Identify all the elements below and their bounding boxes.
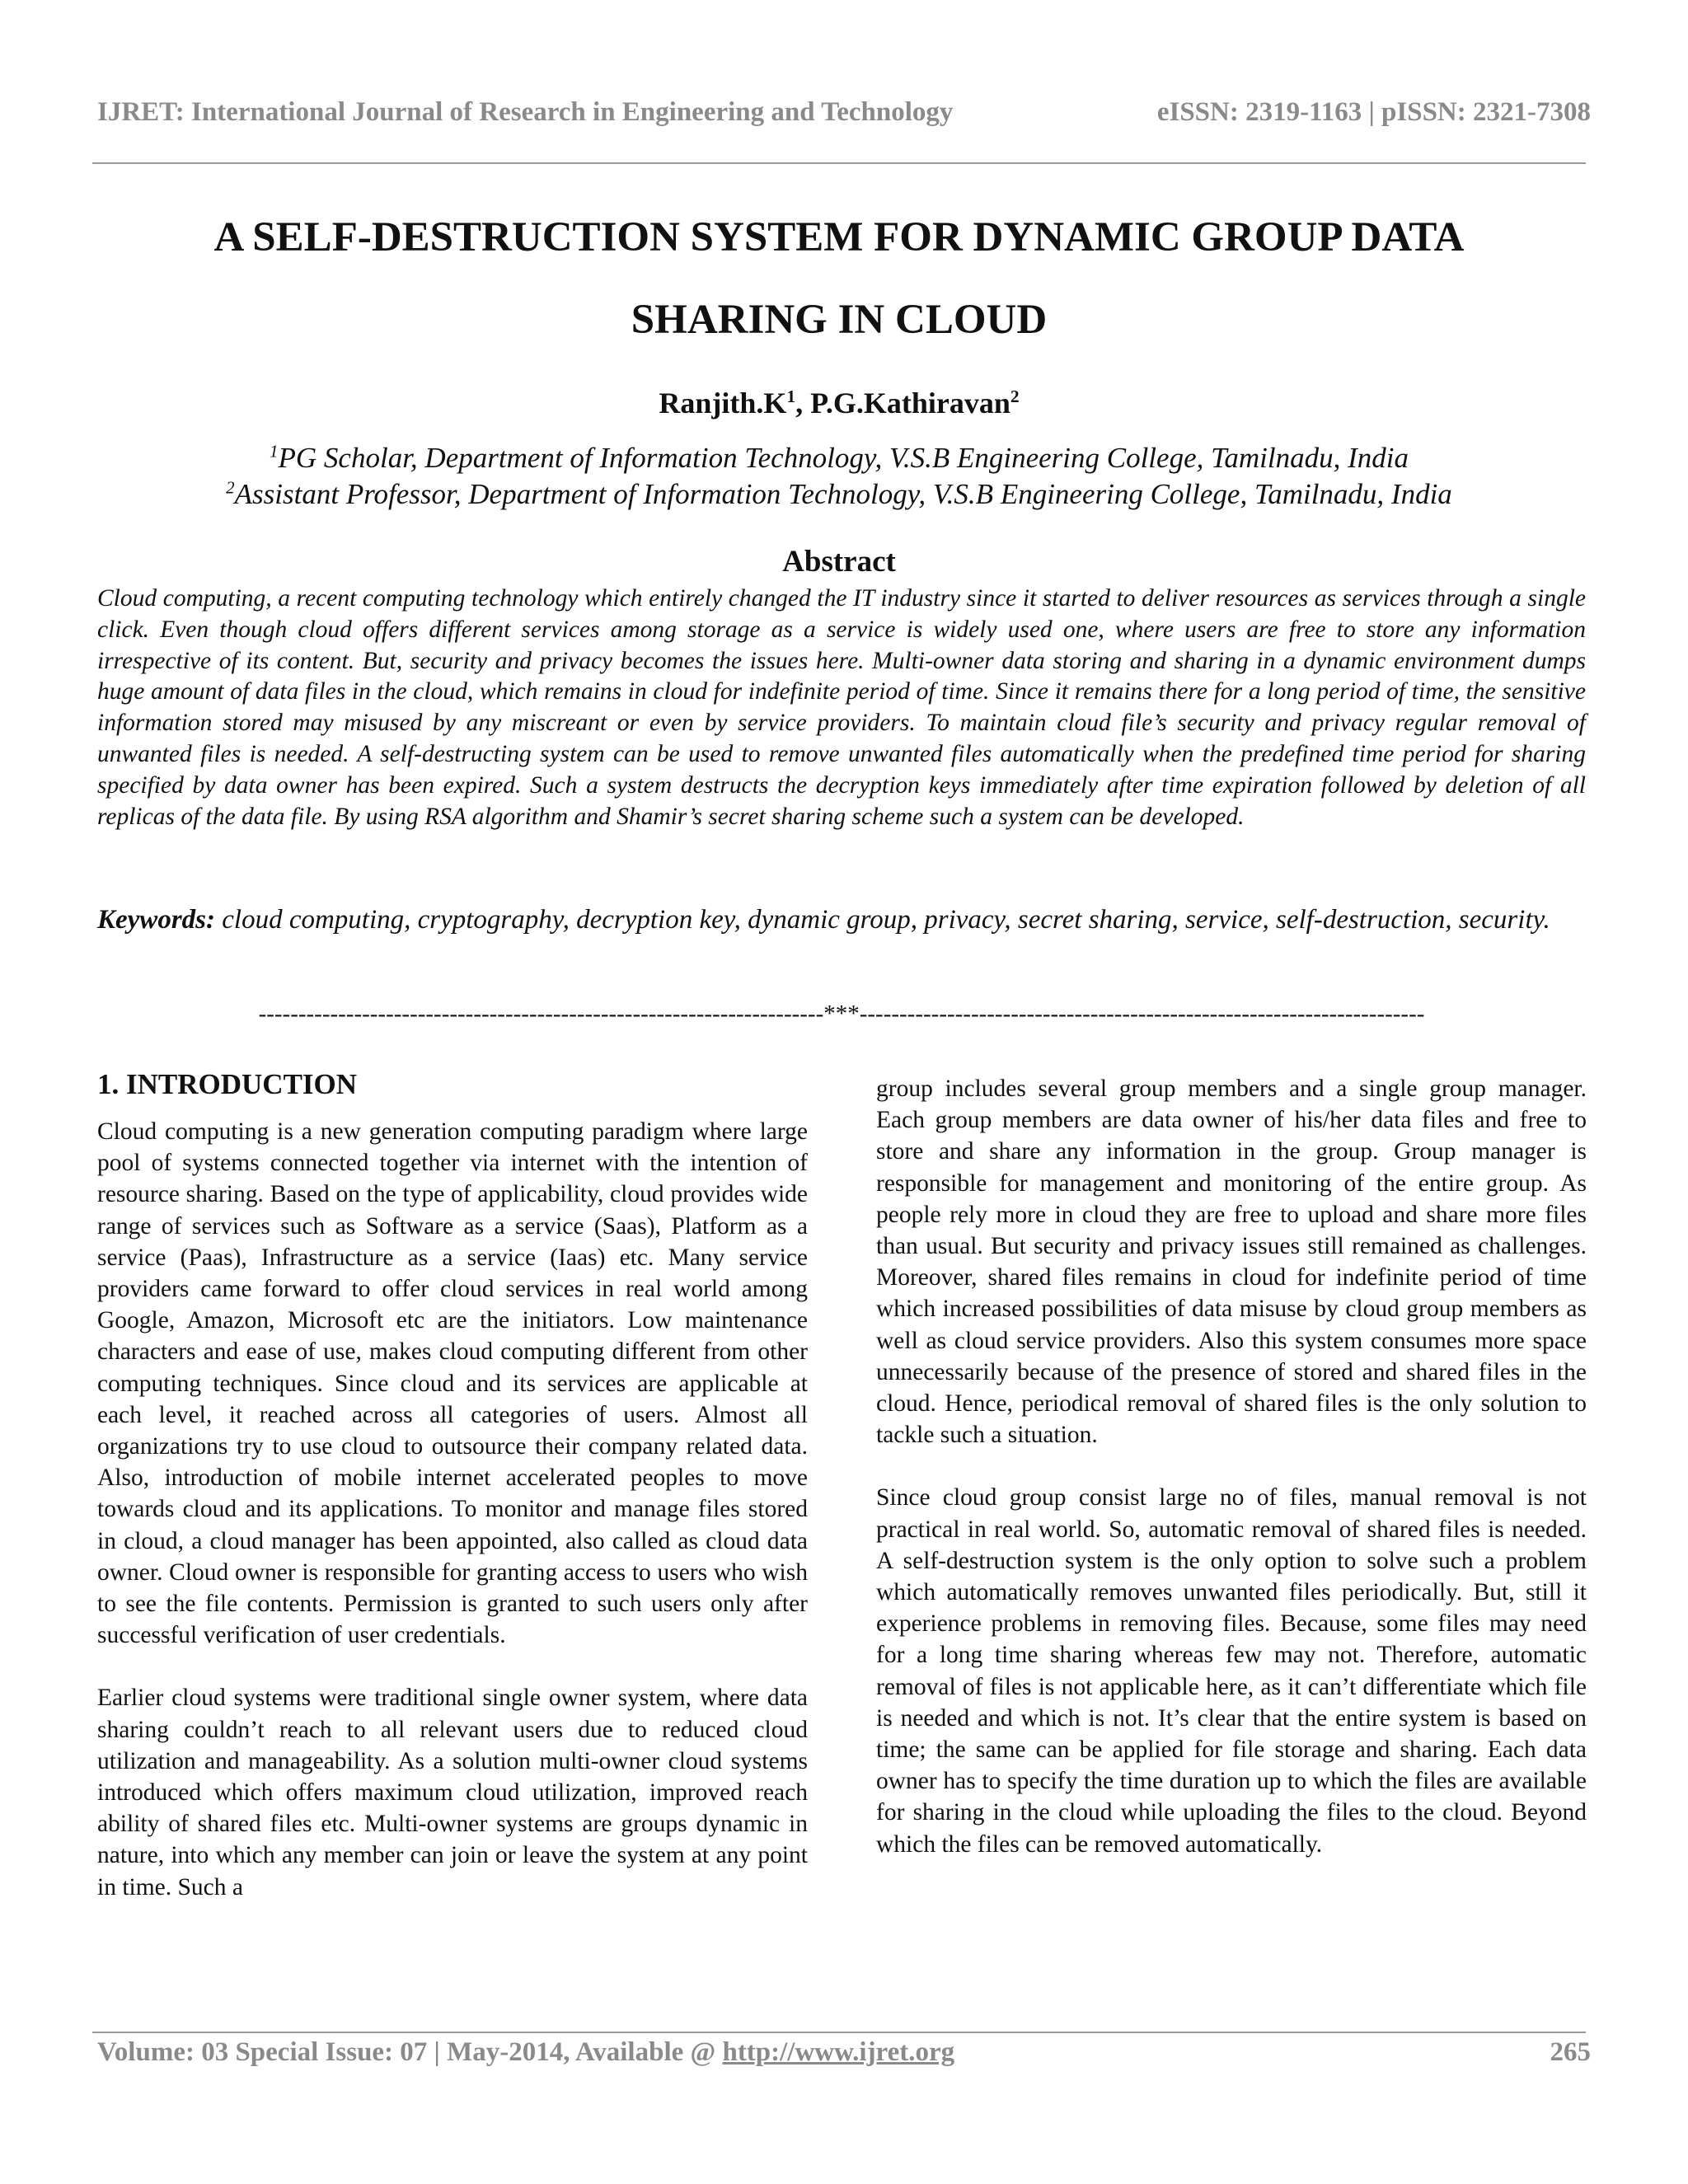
title-line-1: A SELF-DESTRUCTION SYSTEM FOR DYNAMIC GROUP DATA — [213, 214, 1465, 260]
right-column — [876, 1073, 1587, 1860]
author-2-sup: 2 — [1010, 387, 1020, 406]
author-2: P.G.Kathiravan — [810, 387, 1010, 419]
author-1: Ranjith.K — [659, 387, 787, 419]
left-column — [97, 1068, 808, 1903]
journal-name: IJRET: International Journal of Research in Engineering and Technology — [97, 97, 954, 127]
abstract-body: Cloud computing, a recent computing technology which entirely changed the IT industry since it started to deliver resources as services through a single click. Even though cloud offers different services among storage as a service is widely used one, where users are free to store any information irrespective of its content. But, security and privacy becomes the issues here. Multi-owner data storing and sharing in a dynamic environment dumps huge amount of data files in the cloud, which remains in cloud for indefinite period of time. Since it remains there for a long period of time, the sensitive information stored may misused by any miscreant or even by service providers. To maintain cloud file’s security and privacy regular removal of unwanted files is needed. A self-destructing system can be used to remove unwanted files automatically when the predefined time period for sharing specified by data owner has been expired. Such a system destructs the decryption keys immediately after time expiration followed by deletion of all replicas of the data file. By using RSA algorithm and Shamir’s secret sharing scheme such a system can be developed. — [97, 585, 1586, 830]
introduction-paragraph-4: Since cloud group consist large no of files, manual removal is not practical in real world. So, automatic removal of shared files is needed. A self-destruction system is the only option to solve such a problem which automatically removes unwanted files periodically. But, still it experience problems in removing files. Because, some files may need for a long time sharing whereas few may not. Therefore, automatic removal of files is not applicable here, as it can’t differentiate which file is needed and which is not. It’s clear that the entire system is based on time; the same can be applied for file storage and sharing. Each data owner has to specify the time duration up to which the files are available for sharing in the cloud while uploading the files to the cloud. Beyond which the files can be removed automatically. — [876, 1484, 1587, 1858]
affiliation-1-sup: 1 — [270, 441, 279, 462]
author-list — [92, 386, 1586, 420]
paper-title — [92, 196, 1586, 361]
introduction-paragraph-1: Cloud computing is a new generation computing paradigm where large pool of systems connected together via internet with the intention of resource sharing. Based on the type of applicability, cloud provides wide range of services such as Software as a service (Saas), Platform as a service (Paas), Infrastructure as a service (Iaas) etc. Many service providers came forward to offer cloud services in real world among Google, Amazon, Microsoft etc are the initiators. Low maintenance characters and ease of use, makes cloud computing different from other computing techniques. Since cloud and its services are applicable at each level, it reached across all categories of users. Almost all organizations try to use cloud to outsource their company related data. Also, introduction of mobile internet accelerated peoples to move towards cloud and its applications. To monitor and manage files stored in cloud, a cloud manager has been appointed, also called as cloud data owner. Cloud owner is responsible for granting access to users who wish to see the file contents. Permission is granted to such users only after successful verification of user credentials. — [97, 1118, 808, 1649]
volume-info: Volume: 03 Special Issue: 07 | May-2014, Available @ — [97, 2037, 723, 2067]
title-line-2: SHARING IN CLOUD — [631, 297, 1048, 343]
affiliation-1 — [92, 440, 1586, 476]
introduction-paragraph-2: Earlier cloud systems were traditional single owner system, where data sharing couldn’t reach to all relevant users due to reduced cloud utilization and manageability. As a solution multi-owner cloud systems introduced which offers maximum cloud utilization, improved reach ability of shared files etc. Multi-owner systems are groups dynamic in nature, into which any member can join or leave the system at any point in time. Such a — [97, 1685, 808, 1900]
introduction-paragraph-3: group includes several group members and a single group manager. Each group members are data owner of his/her data files and free to store and share any information in the group. Group manager is responsible for management and monitoring of the entire group. As people rely more in cloud they are free to upload and share more files than usual. But security and privacy issues still remained as challenges. Moreover, shared files remains in cloud for indefinite period of time which increased possibilities of data misuse by cloud group members as well as cloud service providers. Also this system consumes more space unnecessarily because of the presence of stored and shared files in the cloud. Hence, periodical removal of shared files is the only solution to tackle such a situation. — [876, 1076, 1587, 1449]
author-1-sup: 1 — [786, 387, 796, 406]
keywords — [97, 894, 1586, 945]
footer-citation — [97, 2037, 954, 2068]
section-separator: -----------------------------------------------------------------------***----------------------------------------------------------------------- — [258, 1001, 1425, 1027]
paragraph-gap — [876, 1451, 1587, 1482]
keywords-text: cloud computing, cryptography, decryption key, dynamic group, privacy, secret sharing, service, self-destruction, security. — [222, 905, 1550, 935]
abstract-heading: Abstract — [782, 545, 896, 579]
footer-rule — [92, 2032, 1586, 2033]
author-separator: , — [795, 387, 811, 419]
page-number: 265 — [1550, 2037, 1591, 2067]
affiliation-1-text: PG Scholar, Department of Information Technology, V.S.B Engineering College, Tamilnadu, India — [278, 442, 1409, 474]
affiliation-2-text: Assistant Professor, Department of Information Technology, V.S.B Engineering College, Tamilnadu, India — [234, 478, 1452, 510]
paragraph-gap — [97, 1651, 808, 1682]
header-rule — [92, 162, 1586, 164]
introduction-heading: 1. INTRODUCTION — [97, 1068, 358, 1100]
journal-link[interactable]: http://www.ijret.org — [722, 2037, 955, 2067]
running-header — [97, 97, 1591, 128]
affiliation-2-sup: 2 — [226, 477, 235, 498]
issn-info: eISSN: 2319-1163 | pISSN: 2321-7308 — [1156, 97, 1591, 127]
running-footer — [97, 2037, 1591, 2068]
affiliations — [92, 440, 1586, 513]
keywords-label: Keywords: — [97, 905, 215, 935]
affiliation-2 — [92, 476, 1586, 513]
